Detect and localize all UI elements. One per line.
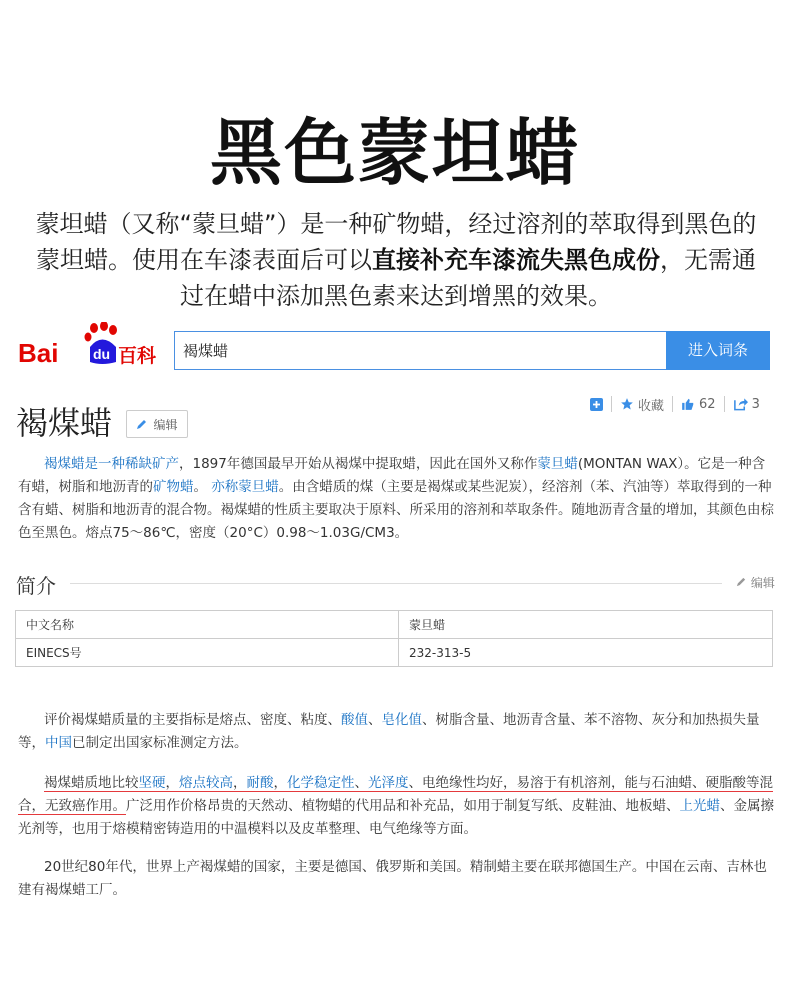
pencil-icon — [736, 576, 747, 587]
section-divider — [70, 583, 722, 584]
link-china[interactable]: 中国 — [45, 735, 72, 751]
entry-toolbar — [590, 394, 760, 414]
toolbar-divider — [611, 396, 612, 412]
para-text: ， — [233, 775, 247, 791]
link-chemical-stability[interactable]: 化学稳定性 — [287, 775, 355, 791]
para-text: 、金属擦光剂等，也用于熔模精密铸造用的中温模料以及皮革整理、电气绝缘等方面。 — [18, 798, 774, 837]
hero-desc-text-2: ，无需通过在蜡中添加黑色素来达到增黑的效果。 — [180, 246, 756, 310]
intro-text: 。由含蜡质的煤（主要是褐煤或某些泥炭），经溶剂（苯、汽油等）萃取得到的一种含有蜡、树脂和地沥青的混合物。褐煤蜡的性质主要取决于原料、所采用的溶剂和萃取条件。随地沥青含量的增加，其颜色由棕色至黑色。熔点75～86℃，密度（20°C）0.98～1.03G/CM3。 — [18, 479, 774, 541]
thumbs-up-icon — [681, 397, 695, 411]
star-icon — [620, 397, 634, 411]
favorite-button[interactable] — [620, 395, 664, 414]
section-edit-label: 编辑 — [750, 576, 775, 590]
plus-square-icon — [590, 398, 603, 411]
table-key: 中文名称 — [16, 611, 399, 639]
para-text: ， — [273, 775, 287, 791]
logo-bai: Bai — [18, 338, 59, 368]
para-text: 褐煤蜡质地比较 — [44, 775, 139, 791]
enter-entry-button[interactable]: 进入词条 — [666, 331, 770, 370]
entry-title: 褐煤蜡 — [16, 404, 113, 442]
hero-desc-text-1: 蒙坦蜡（又称“蒙旦蜡”）是一种矿物蜡，经过溶剂的萃取得到黑色的蒙坦蜡。使用在车漆表面后可以 — [35, 210, 757, 274]
link-polishing-wax[interactable]: 上光蜡 — [679, 798, 720, 814]
search-input[interactable] — [175, 332, 666, 369]
intro-link-rare-mineral[interactable]: 褐煤蜡是一种稀缺矿产 — [44, 456, 179, 472]
share-button[interactable] — [733, 397, 760, 412]
table-row — [16, 611, 773, 639]
hero-description — [26, 206, 766, 314]
quality-paragraph — [18, 709, 774, 755]
link-acid-value[interactable]: 酸值 — [341, 712, 368, 728]
baidu-baike-logo[interactable] — [18, 322, 158, 368]
intro-link-montan-wax[interactable]: 蒙旦蜡 — [537, 456, 578, 472]
favorite-label: 收藏 — [638, 398, 665, 414]
link-gloss[interactable]: 光泽度 — [368, 775, 409, 791]
search-box[interactable] — [174, 331, 667, 370]
para-text: 广泛用作价格昂贵的天然动、植物蜡的代用品和补充品，如用于制复写纸、皮鞋油、地板蜡、 — [126, 798, 680, 814]
share-icon — [733, 397, 748, 411]
add-button[interactable] — [590, 398, 603, 411]
link-saponification[interactable]: 皂化值 — [381, 712, 422, 728]
pencil-icon — [136, 418, 148, 430]
table-key: EINECS号 — [16, 639, 399, 667]
intro-text: 。 — [193, 479, 207, 495]
edit-label: 编辑 — [153, 417, 178, 432]
intro-link-mineral-wax[interactable]: 矿物蜡 — [153, 479, 194, 495]
basic-info-table — [15, 610, 773, 667]
history-paragraph — [18, 856, 774, 902]
toolbar-divider — [724, 396, 725, 412]
logo-baike: 百科 — [118, 345, 157, 367]
like-button[interactable] — [681, 397, 716, 412]
intro-paragraph — [18, 453, 774, 545]
edit-entry-button[interactable] — [126, 410, 188, 438]
para-text: 已制定出国家标准测定方法。 — [72, 735, 248, 751]
intro-text: (MONTAN WAX）。它是一种含有蜡，树脂和地沥青的 — [18, 456, 766, 495]
hero-desc-bold: 直接补充车漆流失黑色成份 — [372, 246, 660, 274]
link-hard[interactable]: 坚硬 — [138, 775, 166, 791]
table-row — [16, 639, 773, 667]
link-acid-resistant[interactable]: 耐酸 — [246, 775, 274, 791]
like-count: 62 — [699, 396, 716, 412]
table-value: 232-313-5 — [399, 639, 773, 667]
para-text: ， — [165, 775, 179, 791]
para-text: 、树脂含量、地沥青含量、苯不溶物、灰分和加热损失量等， — [18, 712, 760, 751]
para-text: 、电绝缘性均好，易溶于有机溶剂，能与石油蜡、硬脂酸等混合，无致癌作用。 — [18, 775, 773, 814]
properties-paragraph — [18, 772, 774, 841]
para-text: 20世纪80年代，世界上产褐煤蜡的国家，主要是德国、俄罗斯和美国。精制蜡主要在联邦德国生产。中国在云南、吉林也建有褐煤蜡工厂。 — [18, 859, 767, 898]
toolbar-divider — [672, 396, 673, 412]
intro-text: ，1897年德国最早开始从褐煤中提取蜡，因此在国外又称作 — [179, 456, 538, 472]
logo-du: du — [93, 346, 111, 362]
section-heading: 简介 — [16, 574, 56, 598]
section-edit-button[interactable] — [736, 574, 775, 591]
intro-link-also-called[interactable]: 亦称蒙旦蜡 — [211, 479, 279, 495]
hero-title: 黑色蒙坦蜡 — [209, 111, 580, 195]
para-text: 、 — [354, 775, 368, 791]
table-value: 蒙旦蜡 — [399, 611, 773, 639]
share-count: 3 — [751, 396, 760, 412]
link-high-melting[interactable]: 熔点较高 — [179, 775, 233, 791]
para-text: 评价褐煤蜡质量的主要指标是熔点、密度、粘度、 — [44, 712, 341, 728]
para-text: 、 — [368, 712, 382, 728]
